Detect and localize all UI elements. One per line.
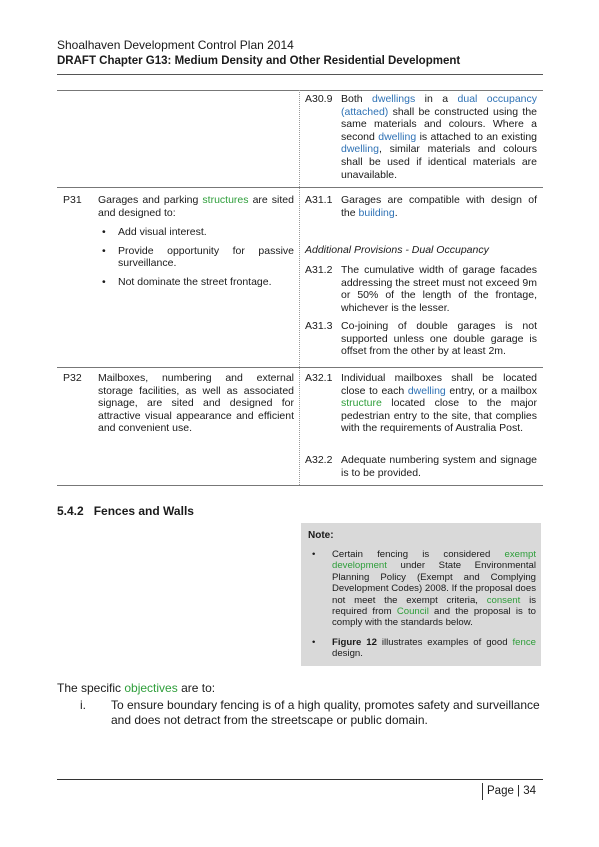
performance-bullet-list — [98, 226, 294, 294]
defined-term-link[interactable]: objectives — [124, 681, 178, 695]
acceptable-solution-id: A31.3 — [305, 320, 333, 332]
note-title: Note: — [308, 530, 334, 541]
defined-term-link[interactable]: consent — [486, 594, 521, 606]
page-number: Page | 34 — [487, 785, 537, 797]
acceptable-solution-text: Garages are compatible with design of the building. — [341, 194, 537, 219]
table-column-divider — [299, 90, 300, 485]
bullet-icon: • — [102, 275, 106, 288]
acceptable-solution-text: The cumulative width of garage facades addressing the street must not exceed 9m or 50% of the length of the frontage, whichever is the lesser. — [341, 264, 537, 314]
defined-term-link[interactable]: fence — [512, 636, 536, 648]
acceptable-solution-id: A31.1 — [305, 194, 333, 206]
objectives-intro: The specific objectives are to: — [57, 681, 216, 695]
table-top-border — [57, 90, 543, 91]
performance-criteria-text: Mailboxes, numbering and external storage facilities, as well as associated signage, are sited and designed for attractive visual appearance and efficient and convenient use. — [98, 372, 294, 435]
defined-term-link[interactable]: dwelling — [407, 384, 446, 397]
list-item: • Certain fencing is considered exempt development under State Environmental Planning Policy (Exempt and Complying Development Codes) 2008. If the proposal does not meet the exempt criteria, consent is required from Council and the proposal is to comply with the standards below. — [312, 549, 536, 629]
document-title: Shoalhaven Development Control Plan 2014 — [57, 38, 294, 52]
acceptable-solution-text: Individual mailboxes shall be located close to each dwelling entry, or a mailbox structure located close to the major pedestrian entry to the site, that complies with the requirements of Australia Post. — [341, 372, 537, 435]
footer-divider — [482, 783, 483, 800]
acceptable-solution-text: Adequate numbering system and signage is to be provided. — [341, 454, 537, 479]
footer-rule — [57, 779, 543, 780]
table-row-divider — [57, 367, 543, 368]
figure-reference: Figure 12 — [332, 636, 377, 648]
performance-criteria-id: P31 — [63, 194, 82, 206]
header-rule — [57, 74, 543, 75]
objective-number: i. — [80, 698, 86, 712]
bullet-icon: • — [102, 244, 106, 257]
bullet-icon: • — [102, 226, 106, 238]
defined-term-link[interactable]: building — [358, 206, 395, 219]
list-item: • Not dominate the street frontage. — [102, 275, 272, 288]
note-box — [301, 523, 541, 666]
acceptable-solution-id: A32.1 — [305, 372, 333, 384]
acceptable-solution-id: A32.2 — [305, 454, 333, 466]
list-item: • Figure 12 illustrates examples of good fence design. — [312, 636, 536, 660]
note-list — [308, 549, 536, 668]
bullet-icon: • — [312, 636, 316, 648]
defined-term-link[interactable]: dwelling — [341, 143, 379, 156]
defined-term-link[interactable]: exempt development — [332, 549, 536, 572]
subheading: Additional Provisions - Dual Occupancy — [305, 244, 489, 256]
bullet-icon: • — [312, 549, 316, 560]
list-item: • Provide opportunity for passive surveillance. — [102, 244, 294, 270]
performance-criteria-id: P32 — [63, 372, 82, 384]
acceptable-solution-text: Co-joining of double garages is not supported unless one double garage is offset from the other by at least 2m. — [341, 320, 537, 358]
defined-term-link[interactable]: structures — [202, 194, 249, 206]
defined-term-link[interactable]: Council — [396, 606, 429, 618]
acceptable-solution-text: Both dwellings in a dual occupancy (attached) shall be constructed using the same materials and colours. Where a second dwelling is attached to an existing dwelling, similar materials and colours shall be used if identical materials are unavailable. — [341, 93, 538, 181]
defined-term-link[interactable]: structure — [341, 397, 382, 410]
defined-term-link[interactable]: dwelling — [378, 130, 417, 143]
table-row-divider — [57, 187, 543, 188]
acceptable-solution-id: A31.2 — [305, 264, 333, 276]
defined-term-link[interactable]: dual occupancy (attached) — [341, 93, 538, 118]
acceptable-solution-id: A30.9 — [305, 93, 333, 105]
performance-criteria-text: Garages and parking structures are sited and designed to: — [98, 194, 294, 219]
table-bottom-border — [57, 485, 543, 486]
section-heading: 5.4.2 Fences and Walls — [57, 504, 194, 518]
chapter-title: DRAFT Chapter G13: Medium Density and Other Residential Development — [57, 55, 461, 67]
objective-text: To ensure boundary fencing is of a high quality, promotes safety and surveillance and does not detract from the streetscape or public domain. — [111, 698, 540, 727]
list-item: • Add visual interest. — [102, 226, 207, 238]
defined-term-link[interactable]: dwellings — [372, 93, 416, 105]
